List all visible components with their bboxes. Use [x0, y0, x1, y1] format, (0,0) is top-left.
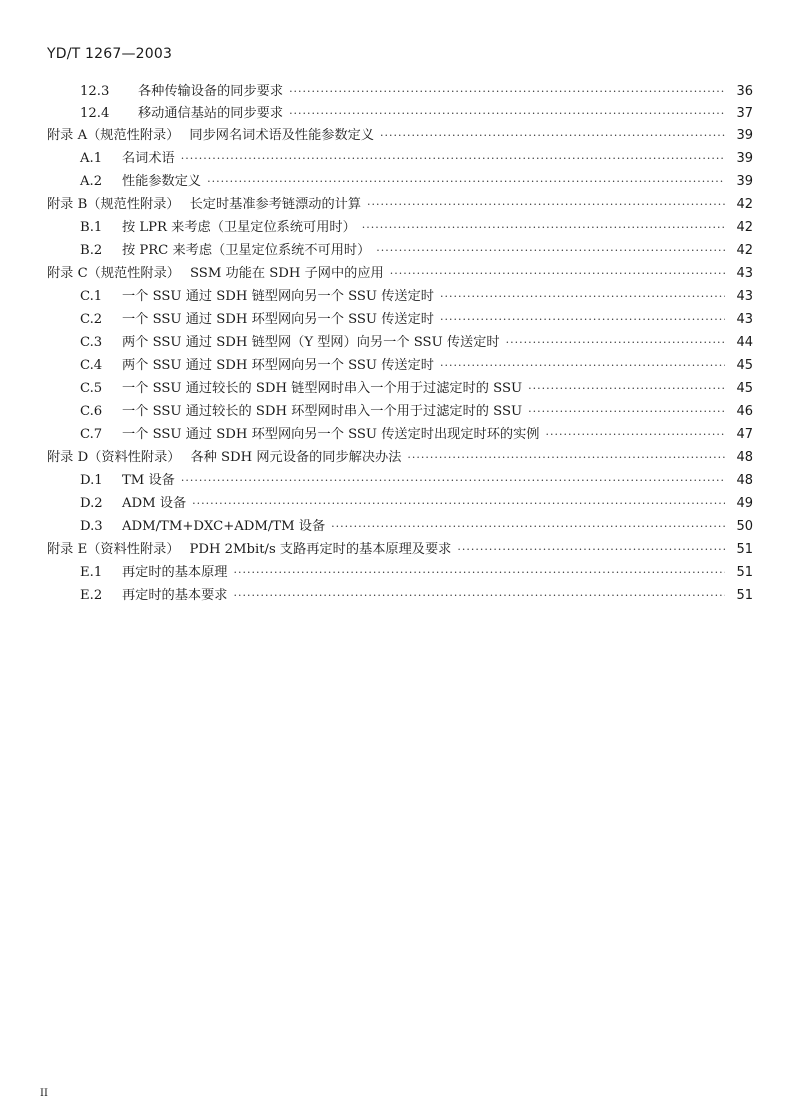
toc-entry-title: ADM/TM+DXC+ADM/TM 设备	[122, 519, 326, 534]
toc-entry	[80, 170, 753, 192]
toc-entry-page: 51	[736, 588, 753, 603]
toc-entry-number: C.2	[80, 312, 103, 327]
toc-entry	[80, 80, 753, 102]
toc-leader-dots	[440, 313, 725, 326]
toc-entry-title: 一个 SSU 通过较长的 SDH 环型网时串入一个用于过滤定时的 SSU	[122, 404, 523, 419]
toc-entry-number: 12.3	[80, 84, 110, 99]
toc-leader-dots	[506, 336, 725, 349]
toc-entry-title: 长定时基准参考链漂动的计算	[189, 197, 362, 212]
toc-entry-number: 12.4	[80, 106, 110, 121]
toc-entry	[80, 561, 753, 583]
toc-entry-page: 45	[736, 358, 753, 373]
toc-entry-title: 各种传输设备的同步要求	[138, 84, 284, 99]
toc-entry-number: 附录 A（规范性附录）	[47, 128, 180, 143]
toc-entry-page: 39	[736, 128, 753, 143]
toc-entry-number: E.1	[80, 565, 103, 580]
toc-entry-number: E.2	[80, 588, 103, 603]
toc-leader-dots	[181, 474, 725, 487]
toc-leader-dots	[367, 198, 725, 211]
toc-entry	[80, 239, 753, 261]
toc-entry-title: 再定时的基本要求	[122, 588, 228, 603]
toc-entry-number: B.2	[80, 243, 103, 258]
toc-entry-title: 名词术语	[122, 151, 175, 166]
toc-entry	[80, 102, 753, 124]
toc-entry	[80, 216, 753, 238]
toc-leader-dots	[528, 405, 725, 418]
toc-entry-page: 37	[736, 106, 753, 121]
toc-entry-number: D.2	[80, 496, 103, 511]
toc-entry	[80, 469, 753, 491]
toc-entry-title: 移动通信基站的同步要求	[138, 106, 284, 121]
page-number-footer: II	[40, 1088, 48, 1099]
toc-entry-number: 附录 C（规范性附录）	[47, 266, 180, 281]
toc-leader-dots	[390, 267, 725, 280]
toc-entry-number: C.4	[80, 358, 103, 373]
toc-entry	[47, 538, 753, 560]
toc-entry-title: 按 LPR 来考虑（卫星定位系统可用时）	[122, 220, 356, 235]
toc-entry-title: ADM 设备	[122, 496, 187, 511]
toc-entry-number: B.1	[80, 220, 103, 235]
toc-entry-number: A.2	[80, 174, 103, 189]
toc-entry	[80, 423, 753, 445]
toc-entry-page: 44	[736, 335, 753, 350]
toc-entry-page: 43	[736, 266, 753, 281]
toc-entry-page: 46	[736, 404, 753, 419]
toc-entry-page: 45	[736, 381, 753, 396]
toc-entry-title: 一个 SSU 通过 SDH 环型网向另一个 SSU 传送定时	[122, 312, 434, 327]
toc-entry-title: 两个 SSU 通过 SDH 环型网向另一个 SSU 传送定时	[122, 358, 434, 373]
toc-entry-number: C.6	[80, 404, 103, 419]
toc-entry	[80, 308, 753, 330]
toc-entry-page: 48	[736, 450, 753, 465]
toc-entry-page: 42	[736, 197, 753, 212]
toc-leader-dots	[528, 382, 725, 395]
toc-entry	[80, 492, 753, 514]
toc-entry	[47, 262, 753, 284]
toc-entry-page: 39	[736, 151, 753, 166]
toc-entry-number: C.7	[80, 427, 103, 442]
toc-entry-title: 性能参数定义	[122, 174, 202, 189]
toc-entry-page: 51	[736, 565, 753, 580]
toc-leader-dots	[380, 129, 725, 142]
toc-leader-dots	[192, 497, 725, 510]
toc-entry-page: 48	[736, 473, 753, 488]
toc-leader-dots	[234, 566, 726, 579]
toc-leader-dots	[181, 152, 725, 165]
toc-entry-page: 49	[736, 496, 753, 511]
toc-entry	[47, 446, 753, 468]
toc-leader-dots	[457, 543, 725, 556]
toc-entry-page: 43	[736, 312, 753, 327]
toc-entry	[80, 331, 753, 353]
toc-entry-title: 一个 SSU 通过较长的 SDH 链型网时串入一个用于过滤定时的 SSU	[122, 381, 523, 396]
document-id-header: YD/T 1267—2003	[47, 46, 173, 62]
toc-entry-number: 附录 D（资料性附录）	[47, 450, 181, 465]
toc-entry	[80, 285, 753, 307]
toc-entry-number: A.1	[80, 151, 103, 166]
toc-entry-number: C.5	[80, 381, 103, 396]
toc-entry	[47, 124, 753, 146]
toc-entry-title: 一个 SSU 通过 SDH 链型网向另一个 SSU 传送定时	[122, 289, 434, 304]
toc-entry	[80, 147, 753, 169]
toc-entry-title: 各种 SDH 网元设备的同步解决办法	[190, 450, 402, 465]
toc-entry-number: D.3	[80, 519, 103, 534]
toc-entry-number: C.3	[80, 335, 103, 350]
toc-leader-dots	[376, 244, 725, 257]
toc-entry-title: PDH 2Mbit/s 支路再定时的基本原理及要求	[189, 542, 452, 557]
toc-leader-dots	[407, 451, 725, 464]
toc-entry	[80, 400, 753, 422]
toc-entry-title: 再定时的基本原理	[122, 565, 228, 580]
toc-leader-dots	[289, 85, 725, 98]
toc-leader-dots	[207, 175, 725, 188]
toc-entry-title: 同步网名词术语及性能参数定义	[189, 128, 375, 143]
toc-leader-dots	[440, 290, 725, 303]
toc-entry-page: 36	[736, 84, 753, 99]
toc-leader-dots	[289, 107, 725, 120]
toc-entry-number: 附录 B（规范性附录）	[47, 197, 180, 212]
toc-entry-title: 一个 SSU 通过 SDH 环型网向另一个 SSU 传送定时出现定时环的实例	[122, 427, 540, 442]
toc-entry	[80, 584, 753, 606]
toc-entry-page: 42	[736, 243, 753, 258]
toc-entry-page: 51	[736, 542, 753, 557]
toc-leader-dots	[362, 221, 725, 234]
toc-entry-title: 两个 SSU 通过 SDH 链型网（Y 型网）向另一个 SSU 传送定时	[122, 335, 500, 350]
toc-entry	[80, 377, 753, 399]
toc-entry-title: TM 设备	[122, 473, 175, 488]
toc-entry-number: 附录 E（资料性附录）	[47, 542, 180, 557]
toc-entry-page: 50	[736, 519, 753, 534]
toc-entry-page: 42	[736, 220, 753, 235]
toc-entry-page: 43	[736, 289, 753, 304]
toc-entry-number: D.1	[80, 473, 103, 488]
toc-leader-dots	[440, 359, 725, 372]
toc-entry	[80, 354, 753, 376]
toc-leader-dots	[234, 589, 726, 602]
toc-entry-page: 39	[736, 174, 753, 189]
toc-entry	[47, 193, 753, 215]
toc-entry-number: C.1	[80, 289, 103, 304]
toc-entry-title: SSM 功能在 SDH 子网中的应用	[189, 266, 384, 281]
toc-entry-title: 按 PRC 来考虑（卫星定位系统不可用时）	[122, 243, 371, 258]
toc-leader-dots	[331, 520, 725, 533]
toc-entry	[80, 515, 753, 537]
toc-entry-page: 47	[736, 427, 753, 442]
toc-leader-dots	[545, 428, 725, 441]
